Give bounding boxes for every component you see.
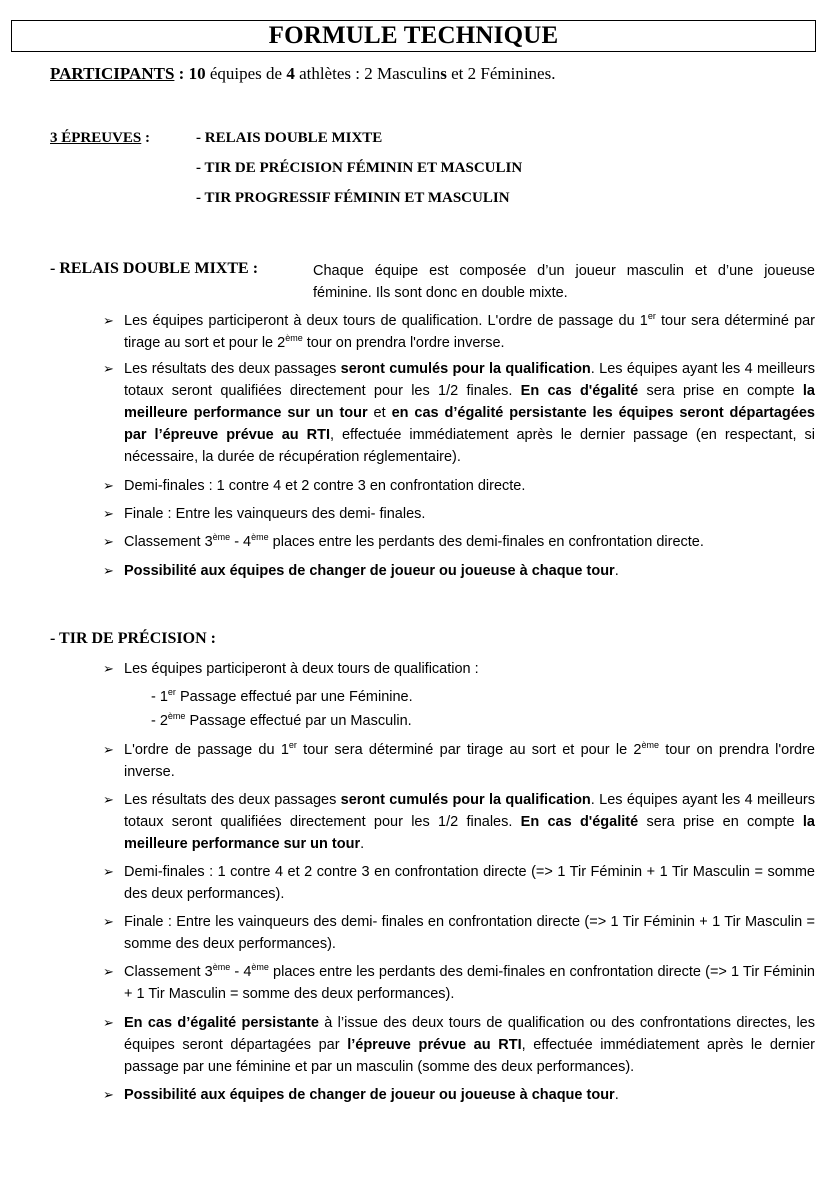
epreuve-item: - TIR PROGRESSIF FÉMININ ET MASCULIN: [196, 190, 510, 206]
item-text: L'ordre de passage du 1: [124, 742, 289, 758]
item-text: sera prise en compte: [638, 383, 803, 399]
list-item: [103, 861, 815, 905]
item-bold: En cas d’égalité persistante: [124, 1015, 319, 1031]
item-text: Les équipes participeront à deux tours de qualification :: [124, 661, 479, 677]
list-item: [103, 503, 815, 525]
item-text: , effectuée immédiatement après le dernier passage par une féminine et par un masculin (somme des deux performances).: [124, 1037, 815, 1075]
item-text: sera prise en compte: [638, 814, 803, 830]
item-text: .: [360, 836, 365, 852]
item-text: Classement 3: [124, 964, 213, 980]
item-bold: la meilleure performance sur un tour: [124, 383, 815, 421]
superscript: ème: [212, 532, 231, 542]
item-text: Finale : Entre les vainqueurs des demi- finales en confrontation directe (=> 1 Tir Féminin + 1 Tir Masculin = somme des deux performances).: [124, 914, 815, 952]
epreuve-item: - RELAIS DOUBLE MIXTE: [196, 130, 383, 146]
epreuves-label-text: 3 ÉPREUVES: [50, 130, 142, 146]
participants-bold-s: s: [440, 64, 447, 83]
item-text: tour sera déterminé par tirage au sort et pour le 2: [296, 742, 642, 758]
item-text: - 4: [230, 964, 252, 980]
relais-heading: - RELAIS DOUBLE MIXTE :: [50, 260, 259, 277]
superscript: er: [288, 740, 297, 750]
superscript: er: [647, 311, 656, 321]
list-item: [103, 911, 815, 955]
arrow-bullet-icon: ➢: [103, 534, 114, 549]
item-text: places entre les perdants des demi-finales en confrontation directe.: [268, 534, 704, 550]
item-bold: Possibilité aux équipes de changer de joueur ou joueuse à chaque tour: [124, 1087, 615, 1103]
arrow-bullet-icon: ➢: [103, 914, 114, 929]
item-bold: En cas d'égalité: [520, 383, 639, 399]
participants-size: 4: [286, 64, 295, 83]
item-bold: l’épreuve prévue au RTI: [347, 1037, 522, 1053]
participants-label: PARTICIPANTS: [50, 64, 175, 83]
item-text: et: [367, 405, 392, 421]
item-text: - 4: [230, 534, 252, 550]
item-text: à l’issue des deux tours de qualification ou des confrontations directes, les équipes seront départagées par: [124, 1015, 815, 1053]
item-text: Passage effectué par un Masculin.: [185, 713, 412, 729]
superscript: ème: [641, 740, 659, 750]
superscript: ème: [251, 532, 269, 542]
list-item: [103, 1012, 815, 1078]
superscript: ème: [285, 333, 303, 343]
arrow-bullet-icon: ➢: [103, 563, 114, 578]
arrow-bullet-icon: ➢: [103, 742, 114, 757]
item-text: - 2: [151, 713, 168, 729]
list-item: [103, 961, 815, 1005]
relais-intro-line: féminine. Ils sont donc en double mixte.: [313, 285, 568, 301]
superscript: er: [167, 687, 176, 697]
sub-item: [151, 686, 413, 708]
page-title: FORMULE TECHNIQUE: [11, 20, 816, 52]
arrow-bullet-icon: ➢: [103, 1087, 114, 1102]
item-bold: seront cumulés pour la qualification: [340, 361, 591, 377]
list-item: [103, 739, 815, 783]
arrow-bullet-icon: ➢: [103, 864, 114, 879]
list-item: [103, 310, 815, 354]
item-bold: Possibilité aux équipes de changer de joueur ou joueuse à chaque tour: [124, 563, 615, 579]
participants-text: et 2 Féminines.: [446, 64, 556, 83]
item-text: . Les équipes ayant les 4 meilleurs totaux seront qualifiées directement pour les 1/2 finales.: [124, 792, 815, 830]
arrow-bullet-icon: ➢: [103, 964, 114, 979]
sub-item: [151, 710, 412, 732]
item-text: tour sera déterminé par tirage au sort et pour le 2: [124, 313, 815, 351]
superscript: ème: [212, 962, 231, 972]
participants-count: 10: [188, 64, 206, 83]
list-item: [103, 1084, 815, 1106]
list-item: [103, 789, 815, 855]
participants-text: équipes de: [205, 64, 287, 83]
item-text: , effectuée immédiatement après le dernier passage (en respectant, si nécessaire, la durée de récupération réglementaire).: [124, 427, 815, 465]
arrow-bullet-icon: ➢: [103, 478, 114, 493]
item-text: Finale : Entre les vainqueurs des demi- finales.: [124, 506, 426, 522]
epreuves-label: [50, 130, 150, 147]
item-text: tour on prendra l'ordre inverse.: [124, 742, 815, 780]
arrow-bullet-icon: ➢: [103, 361, 114, 376]
superscript: ème: [251, 962, 269, 972]
arrow-bullet-icon: ➢: [103, 313, 114, 328]
item-bold: en cas d’égalité persistante les équipes seront départagées par l’épreuve prévue au RTI: [124, 405, 815, 443]
arrow-bullet-icon: ➢: [103, 1015, 114, 1030]
item-text: Les équipes participeront à deux tours de qualification. L'ordre de passage du 1: [124, 313, 648, 329]
item-text: Classement 3: [124, 534, 213, 550]
list-item: [103, 658, 815, 680]
epreuves-sep: :: [141, 130, 151, 146]
epreuve-item: - TIR DE PRÉCISION FÉMININ ET MASCULIN: [196, 160, 523, 176]
arrow-bullet-icon: ➢: [103, 792, 114, 807]
item-text: tour on prendra l'ordre inverse.: [302, 335, 505, 351]
list-item: [103, 358, 815, 468]
participants-line: [50, 64, 555, 84]
item-text: places entre les perdants des demi-finales en confrontation directe (=> 1 Tir Féminin + 1 Tir Masculin = somme des deux performances).: [124, 964, 815, 1002]
item-bold: En cas d'égalité: [520, 814, 639, 830]
item-text: Les résultats des deux passages: [124, 792, 341, 808]
item-bold: la meilleure performance sur un tour: [124, 814, 815, 852]
arrow-bullet-icon: ➢: [103, 661, 114, 676]
item-text: Demi-finales : 1 contre 4 et 2 contre 3 en confrontation directe.: [124, 478, 526, 494]
participants-sep: :: [174, 64, 189, 83]
relais-intro-line: Chaque équipe est composée d’un joueur masculin et d’une joueuse: [313, 263, 815, 279]
item-text: - 1: [151, 689, 168, 705]
item-text: Passage effectué par une Féminine.: [175, 689, 413, 705]
item-text: Demi-finales : 1 contre 4 et 2 contre 3 en confrontation directe (=> 1 Tir Féminin + 1 Tir Masculin = somme des deux performances).: [124, 864, 815, 902]
item-bold: seront cumulés pour la qualification: [340, 792, 591, 808]
item-text: .: [614, 1087, 619, 1103]
arrow-bullet-icon: ➢: [103, 506, 114, 521]
superscript: ème: [167, 711, 186, 721]
list-item: [103, 475, 815, 497]
relais-intro: [313, 260, 815, 304]
precision-heading: - TIR DE PRÉCISION :: [50, 630, 216, 647]
item-text: . Les équipes ayant les 4 meilleurs totaux seront qualifiées directement pour les 1/2 finales.: [124, 361, 815, 399]
list-item: [103, 531, 815, 553]
participants-text: athlètes : 2 Masculin: [294, 64, 441, 83]
item-text: Les résultats des deux passages: [124, 361, 341, 377]
item-text: .: [614, 563, 619, 579]
list-item: [103, 560, 815, 582]
